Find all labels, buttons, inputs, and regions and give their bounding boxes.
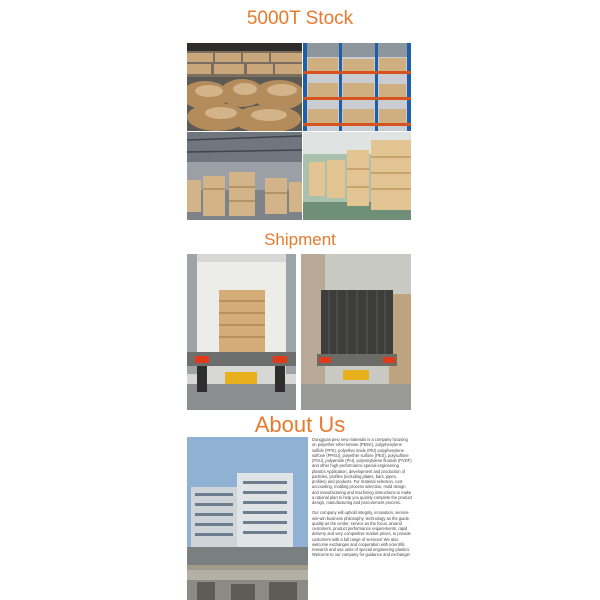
factory-workshop-photo bbox=[187, 570, 308, 600]
warehouse-floor-photo bbox=[187, 132, 302, 220]
warehouse-stock-photo bbox=[187, 43, 302, 131]
truck-loading-photo bbox=[187, 254, 296, 410]
about-section-title: About Us bbox=[254, 412, 346, 437]
pallet-stacks-photo bbox=[303, 132, 411, 220]
about-paragraph-1: Dongguan peio new materials is a company focusing on polyether ether ketone (PEEK), polyphenylene sulfide (PPS), polyether imide (PEI) polyphenylene sulfone (PPSU), polyether sulfone (PES), polysulfone (PSU), polyamide (PAI), polyvinylidene fluoride (PVDF) and other high-performance special engineering plastics Application, development and production of particles, profiles (including plates, bars, pipes, profiles) and products. For material selection, cost accounting, molding process selection, mold design and manufacturing and machining instructions to make a rational plan to help you quickly complete the product design, manufacturing and procurement process. bbox=[312, 437, 412, 505]
container-truck-photo bbox=[301, 254, 411, 410]
stock-section-title: 5000T Stock bbox=[246, 8, 354, 29]
about-paragraph-2: Our company will uphold integrity, innovation, service-win-win business philosophy, technology as the guide, quality as the center, service as the focus, around customers, product performance requirements, rapid delivery and very competitive market prices, to provide customers with a full range of services! We also welcome exchanges and cooperation with scientific research and use units of special engineering plastics. Welcome to our company for guidance and exchange! bbox=[312, 510, 411, 558]
about-description bbox=[312, 437, 412, 563]
shipment-section-title: Shipment bbox=[264, 230, 336, 249]
warehouse-racks-photo bbox=[303, 43, 411, 131]
